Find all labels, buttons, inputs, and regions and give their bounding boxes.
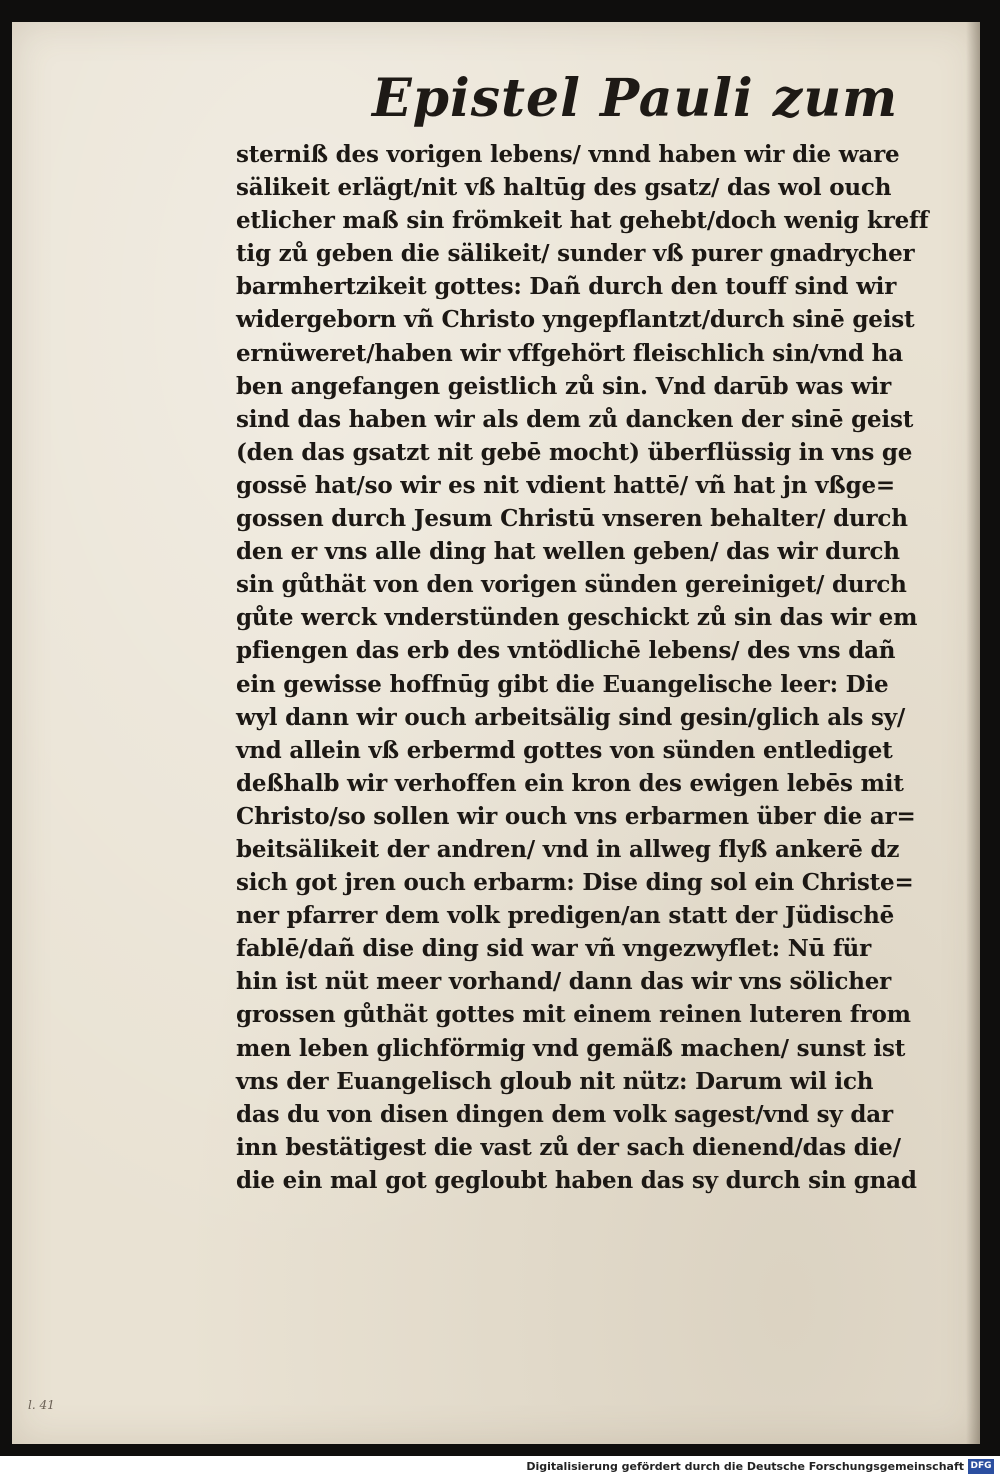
running-head: Epistel Pauli zum: [372, 68, 899, 129]
footer-bar: [0, 1456, 1000, 1478]
footer-credit: Digitalisierung gefördert durch die Deutsche Forschungsgemeinschaft: [526, 1460, 964, 1473]
text-line: barmhertzikeit gottes: Dañ durch den touff sind wir: [236, 273, 897, 301]
text-line: pfiengen das erb des vntödlichē lebens/ des vns dañ: [236, 637, 896, 665]
margin-note: l. 41: [28, 1398, 55, 1412]
text-line: gossē hat/so wir es nit vdient hattē/ vñ hat jn vßge=: [236, 471, 895, 499]
text-line: sind das haben wir als dem zů dancken der sinē geist: [236, 405, 914, 433]
body-text: [236, 138, 936, 1197]
text-line: vnd allein vß erbermd gottes von sünden entlediget: [236, 736, 893, 764]
text-line: vns der Euangelisch gloub nit nütz: Darum wil ich: [236, 1067, 874, 1095]
text-line: sin gůthät von den vorigen sünden gereiniget/ durch: [236, 571, 907, 599]
text-line: tig zů geben die sälikeit/ sunder vß purer gnadrycher: [236, 240, 915, 268]
text-line: gůte werck vnderstünden geschickt zů sin das wir em: [236, 604, 918, 632]
text-line: inn bestätigest die vast zů der sach dienend/das die/: [236, 1133, 901, 1161]
text-line: ner pfarrer dem volk predigen/an statt der Jüdischē: [236, 902, 895, 930]
text-line: ben angefangen geistlich zů sin. Vnd darūb was wir: [236, 372, 892, 400]
text-line: ein gewisse hoffnūg gibt die Euangelische leer: Die: [236, 670, 889, 698]
text-line: sälikeit erlägt/nit vß haltūg des gsatz/ das wol ouch: [236, 174, 892, 202]
text-line: den er vns alle ding hat wellen geben/ das wir durch: [236, 538, 900, 566]
text-line: das du von disen dingen dem volk sagest/vnd sy dar: [236, 1100, 893, 1128]
text-line: deßhalb wir verhoffen ein kron des ewigen lebēs mit: [236, 769, 904, 797]
page-edge-shadow: [966, 22, 980, 1444]
text-line: sich got jren ouch erbarm: Dise ding sol ein Christe=: [236, 869, 914, 897]
text-line: hin ist nüt meer vorhand/ dann das wir vns sölicher: [236, 968, 892, 996]
text-line: Christo/so sollen wir ouch vns erbarmen über die ar=: [236, 802, 916, 830]
text-line: sterniß des vorigen lebens/ vnnd haben wir die ware: [236, 141, 900, 168]
text-line: fablē/dañ dise ding sid war vñ vngezwyflet: Nū für: [236, 935, 871, 963]
text-line: gossen durch Jesum Christū vnseren behalter/ durch: [236, 505, 908, 533]
text-line: etlicher maß sin frömkeit hat gehebt/doch wenig kreff: [236, 207, 929, 235]
text-line: widergeborn vñ Christo yngepflantzt/durch sinē geist: [236, 306, 915, 334]
text-line: grossen gůthät gottes mit einem reinen luteren from: [236, 1001, 911, 1029]
dfg-logo-icon: DFG: [968, 1459, 994, 1474]
text-line: men leben glichförmig vnd gemäß machen/ sunst ist: [236, 1034, 906, 1062]
text-line: die ein mal got gegloubt haben das sy durch sin gnad: [236, 1166, 917, 1194]
text-line: beitsälikeit der andren/ vnd in allweg flyß ankerē dz: [236, 835, 900, 863]
text-line: wyl dann wir ouch arbeitsälig sind gesin/glich als sy/: [236, 703, 906, 731]
text-line: ernüweret/haben wir vffgehört fleischlich sin/vnd ha: [236, 339, 903, 367]
text-line: (den das gsatzt nit gebē mocht) überflüssig in vns ge: [236, 438, 913, 466]
